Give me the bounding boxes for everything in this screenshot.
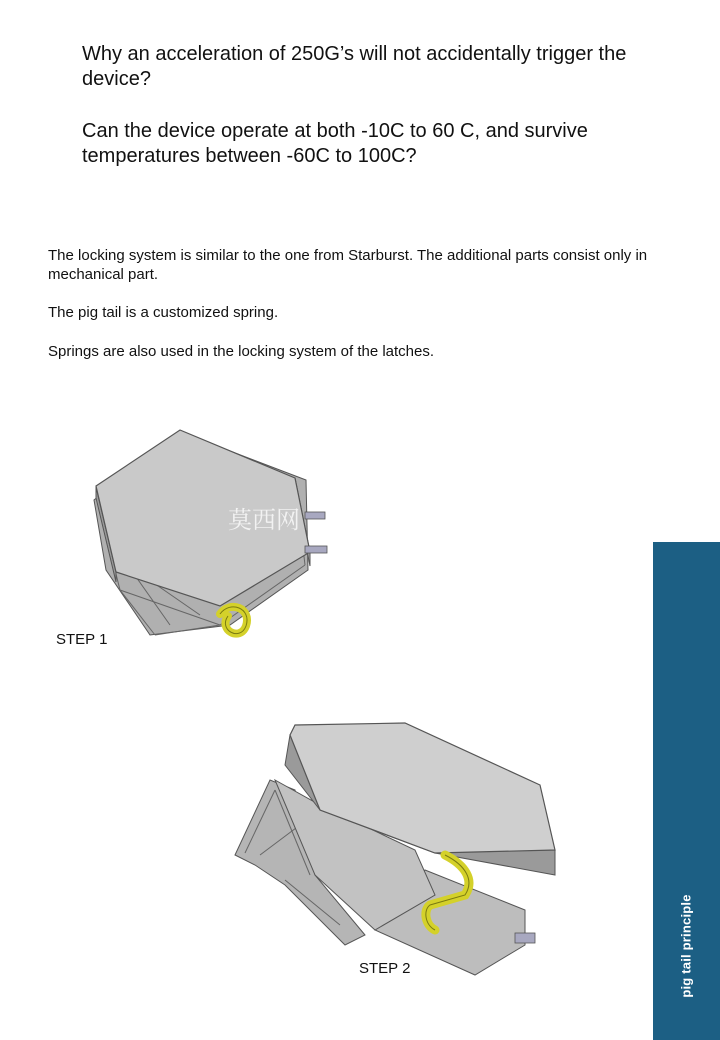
step1-pin-top	[305, 512, 325, 519]
watermark: 莫西网	[228, 506, 300, 534]
step2-label: STEP 2	[359, 960, 411, 977]
paragraph-springs: Springs are also used in the locking system of the latches.	[48, 343, 435, 360]
question-acceleration: Why an acceleration of 250G’s will not accidentally trigger the device?	[82, 43, 627, 90]
side-tab	[653, 542, 720, 1040]
paragraph-pig-tail: The pig tail is a customized spring.	[48, 304, 279, 321]
side-tab-label: pig tail principle	[678, 894, 694, 998]
step1-label: STEP 1	[56, 631, 108, 648]
question-temperature: Can the device operate at both -10C to 60 C, and survive temperatures between -60C to 100C?	[82, 120, 588, 167]
step2-device-figure	[225, 715, 565, 985]
step1-device-figure	[80, 420, 340, 660]
step2-pin	[515, 933, 535, 943]
step1-pin-bottom	[305, 546, 327, 553]
paragraph-locking-system: The locking system is similar to the one from Starburst. The additional parts consist only in mechanical part.	[48, 247, 648, 283]
